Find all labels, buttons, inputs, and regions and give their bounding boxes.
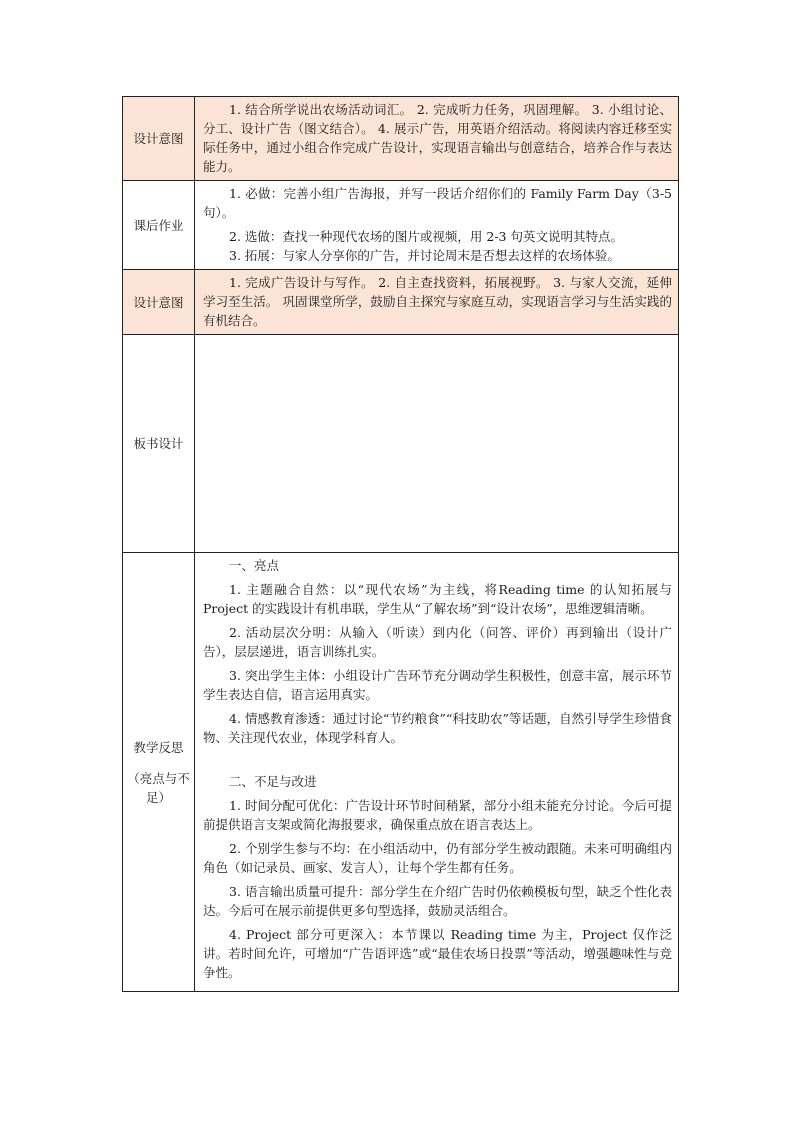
design-intent-text: 1. 完成广告设计与写作。 2. 自主查找资料，拓展视野。 3. 与家人交流，延伸学习至生活。 巩固课堂所学，鼓励自主探究与家庭互动，实现语言学习与生活实践的有机结合。 — [203, 275, 672, 328]
homework-item: 2. 选做：查找一种现代农场的图片或视频，用 2-3 句英文说明其特点。 — [229, 229, 623, 244]
section-title-highlights: 一、亮点 — [229, 558, 280, 573]
homework-item: 3. 拓展：与家人分享你的广告，并讨论周末是否想去这样的农场体验。 — [229, 248, 620, 263]
design-intent-content — [195, 97, 679, 181]
design-intent-row-1 — [123, 97, 679, 181]
shortcoming-item: 3. 语言输出质量可提升：部分学生在介绍广告时仍依赖模板句型，缺乏个性化表达。今后可在展示前提供更多句型选择，鼓励灵活组合。 — [203, 884, 672, 918]
lesson-plan-table — [122, 96, 679, 992]
highlight-item: 3. 突出学生主体：小组设计广告环节充分调动学生积极性，创意丰富，展示环节学生表达自信，语言运用真实。 — [203, 668, 672, 702]
reflection-label: 教学反思 — [133, 739, 184, 755]
homework-item: 1. 必做：完善小组广告海报，并写一段话介绍你们的 Family Farm Day（3-5 句）。 — [203, 186, 672, 220]
design-intent-label: 设计意图 — [123, 97, 195, 181]
shortcoming-item: 1. 时间分配可优化：广告设计环节时间稍紧，部分小组未能充分讨论。今后可提前提供语言支架或简化海报要求，确保重点放在语言表达上。 — [203, 798, 672, 832]
design-intent-content — [195, 270, 679, 335]
highlight-item: 2. 活动层次分明：从输入（听读）到内化（问答、评价）再到输出（设计广告），层层递进，语言训练扎实。 — [203, 625, 672, 659]
design-intent-label: 设计意图 — [123, 270, 195, 335]
board-design-row — [123, 335, 679, 553]
reflection-row — [123, 553, 679, 992]
design-intent-text: 1. 结合所学说出农场活动词汇。 2. 完成听力任务，巩固理解。 3. 小组讨论、分工、设计广告（图文结合）。 4. 展示广告，用英语介绍活动。将阅读内容迁移至实际任务中，通过小组合作完成广告设计，实现语言输出与创意结合，培养合作与表达能力。 — [203, 102, 672, 174]
homework-content — [195, 181, 679, 270]
reflection-label-sub: （亮点与不足） — [127, 770, 190, 805]
reflection-label-cell — [123, 553, 195, 992]
homework-label: 课后作业 — [123, 181, 195, 270]
shortcoming-item: 4. Project 部分可更深入：本节课以 Reading time 为主，Project 仅作泛讲。若时间允许，可增加“广告语评选”或“最佳农场日投票”等活动，增强趣味性与竞争性。 — [203, 927, 672, 980]
section-title-shortcomings: 二、不足与改进 — [229, 774, 317, 789]
design-intent-row-2 — [123, 270, 679, 335]
board-design-content — [195, 335, 679, 553]
highlight-item: 1. 主题融合自然：以“现代农场”为主线，将Reading time 的认知拓展与 Project 的实践设计有机串联，学生从“了解农场”到“设计农场”，思维逻辑清晰。 — [203, 582, 672, 616]
homework-row — [123, 181, 679, 270]
board-design-label: 板书设计 — [123, 335, 195, 553]
reflection-content — [195, 553, 679, 992]
highlight-item: 4. 情感教育渗透：通过讨论“节约粮食”“科技助农”等话题，自然引导学生珍惜食物、关注现代农业，体现学科育人。 — [203, 711, 672, 745]
shortcoming-item: 2. 个别学生参与不均：在小组活动中，仍有部分学生被动跟随。未来可明确组内角色（如记录员、画家、发言人），让每个学生都有任务。 — [203, 841, 672, 875]
